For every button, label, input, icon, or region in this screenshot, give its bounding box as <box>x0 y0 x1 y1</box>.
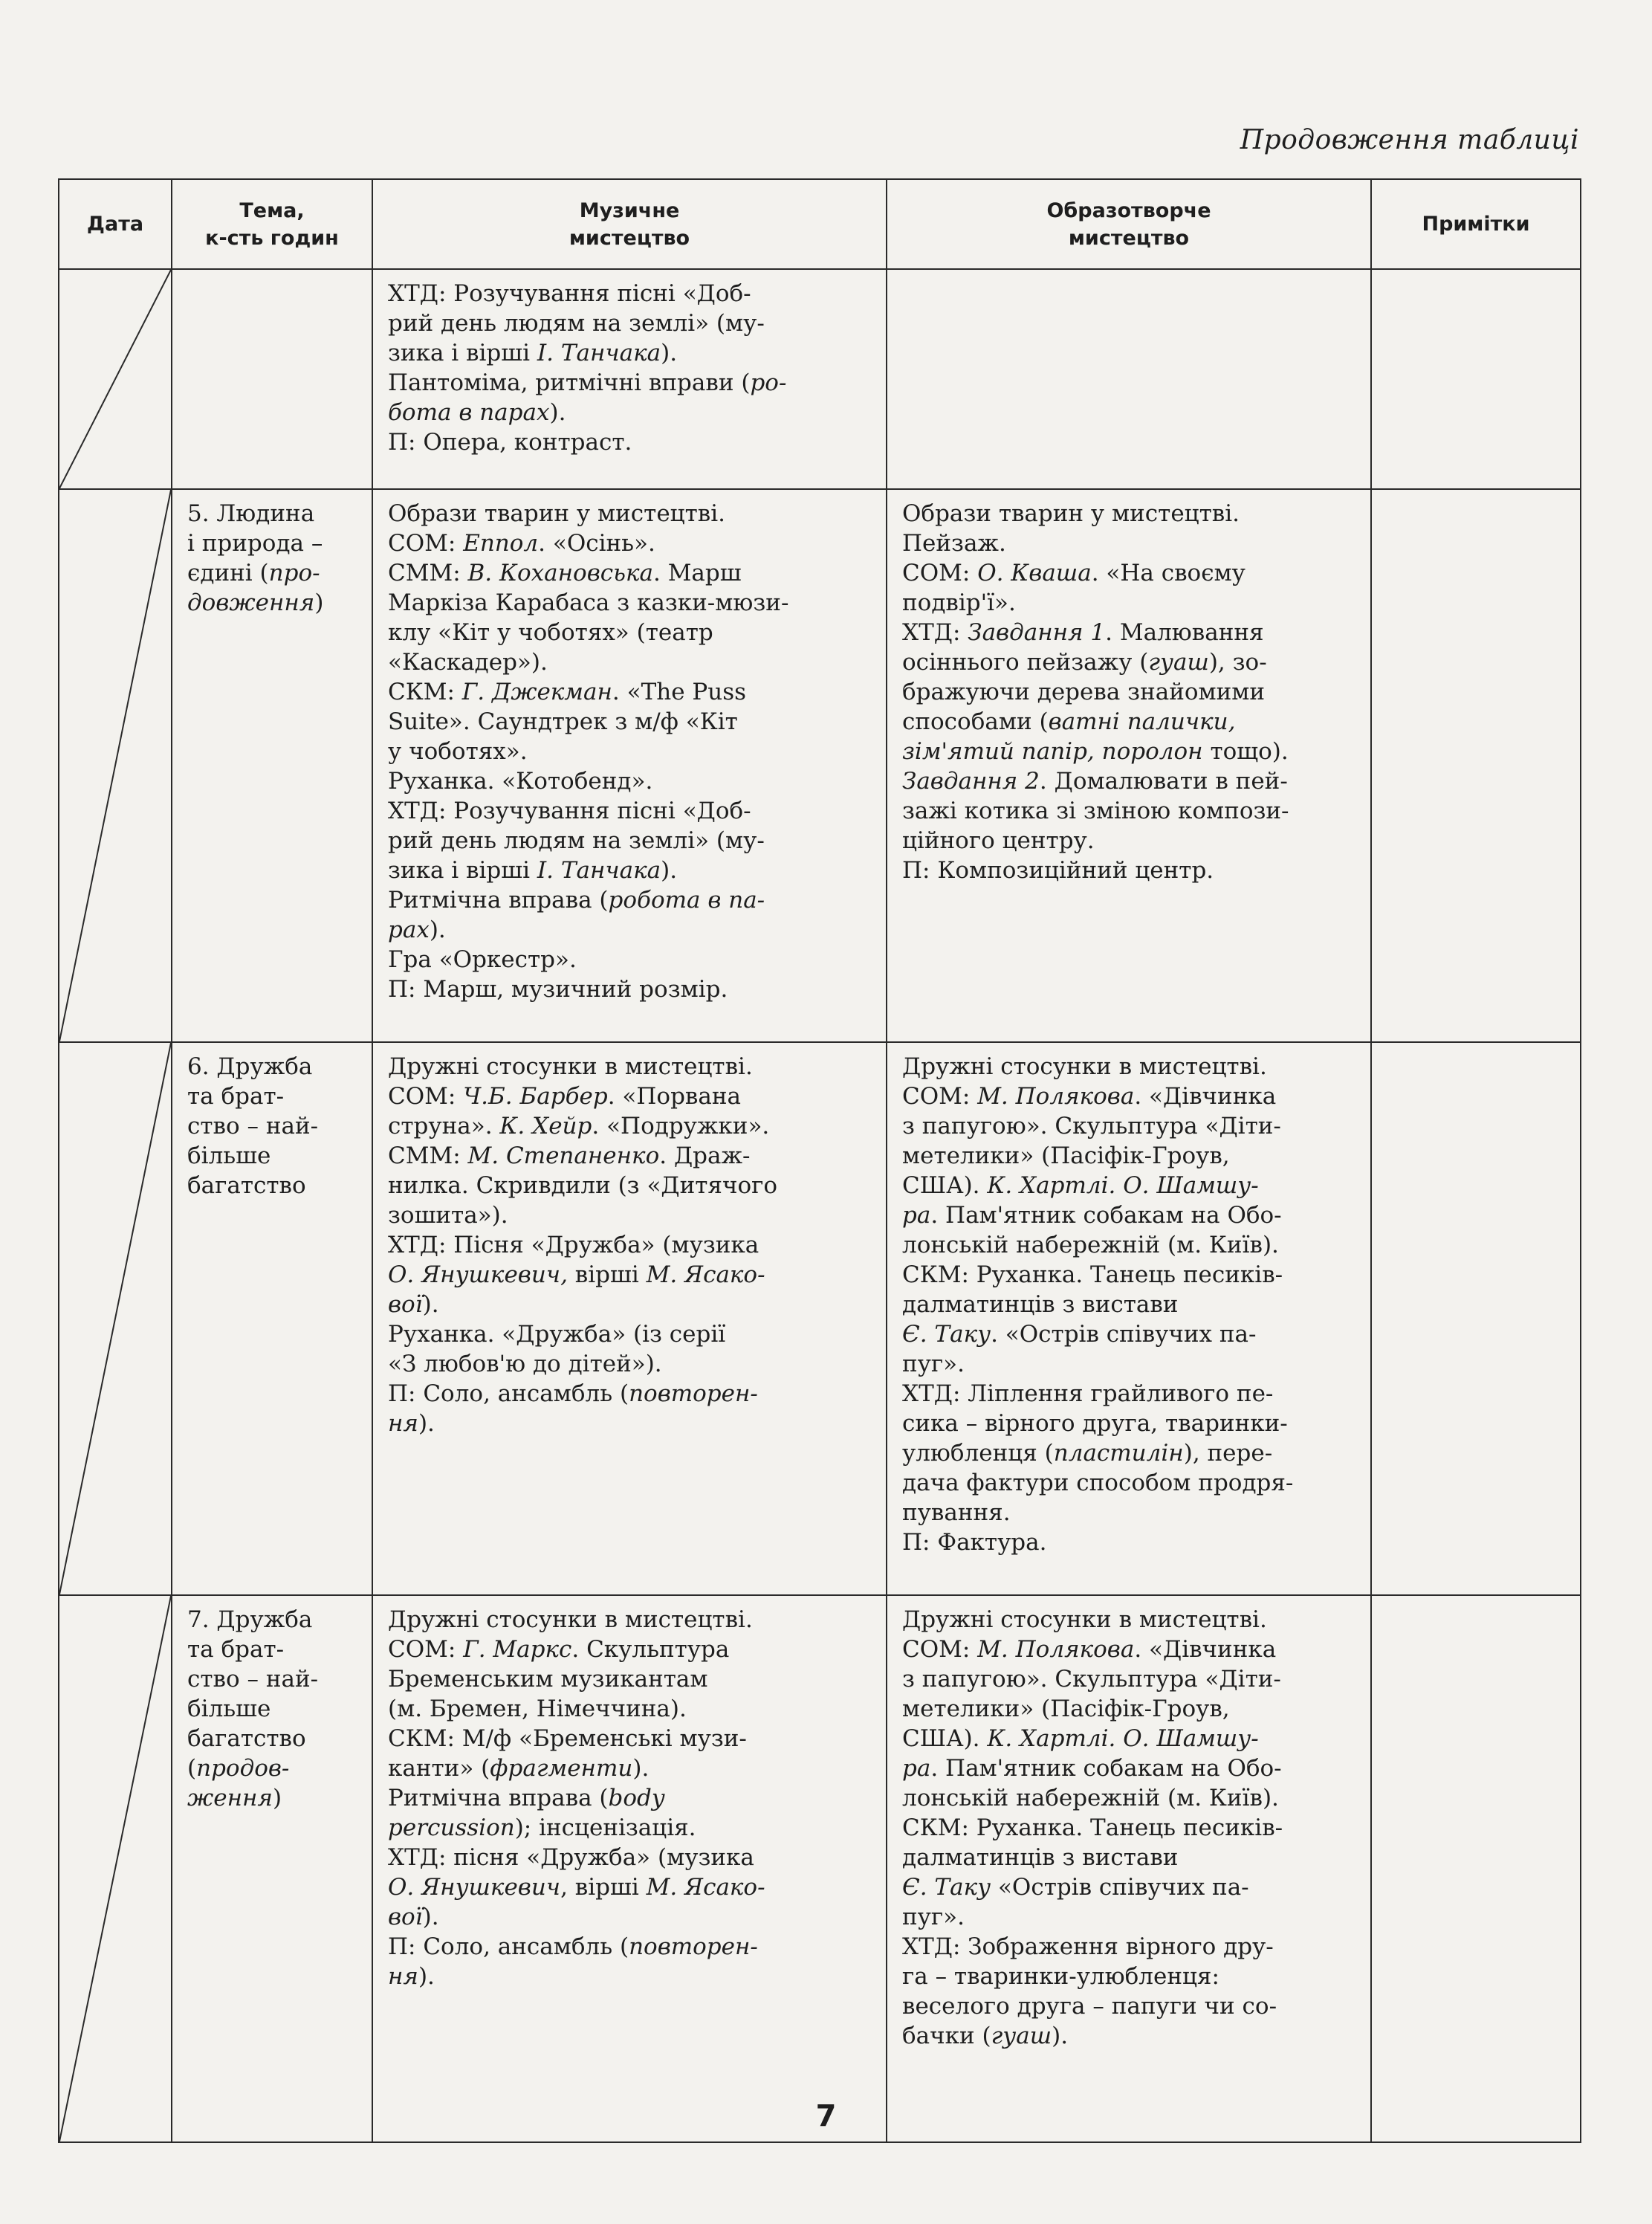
italic-text: про- <box>268 560 320 586</box>
date-diagonal-line <box>59 1043 171 1594</box>
italic-text: зім'ятий папір, поролон <box>902 738 1203 765</box>
art-line: далматинців з вистави <box>902 1291 1179 1318</box>
italic-text: Еппол <box>463 530 539 557</box>
art-line: СКМ: Руханка. Танець песиків- <box>902 1261 1283 1288</box>
music-line: «З любов'ю до дітей»). <box>388 1351 662 1377</box>
art-line: США). К. Хартлі. О. Шамшу- <box>902 1725 1259 1752</box>
topic-line: 7. Дружба <box>187 1606 313 1633</box>
music-line: рий день людям на землі» (му- <box>388 827 765 854</box>
topic-line: багатство <box>187 1725 306 1752</box>
header-notes <box>1371 179 1581 269</box>
music-line: «Каскадер»). <box>388 649 548 676</box>
art-line: СКМ: Руханка. Танець песиків- <box>902 1814 1283 1841</box>
art-line: Пейзаж. <box>902 530 1006 557</box>
art-line: далматинців з вистави <box>902 1844 1179 1871</box>
music-cell <box>372 1042 887 1595</box>
table-continuation-label: Продовження таблиці <box>1240 125 1579 155</box>
art-cell <box>887 1042 1371 1595</box>
table-row <box>59 489 1581 1042</box>
italic-text: О. Янушкевич <box>388 1874 561 1901</box>
date-diagonal-line <box>59 270 171 488</box>
art-line: зажі котика зі зміною компози- <box>902 798 1289 824</box>
art-line: дача фактури способом продря- <box>902 1470 1294 1496</box>
italic-text: ро- <box>750 369 787 396</box>
header-text: Примітки <box>1422 213 1530 236</box>
music-line: СММ: М. Степаненко. Драж- <box>388 1142 751 1169</box>
art-line: Завдання 2. Домалювати в пей- <box>902 768 1288 795</box>
italic-text: довження <box>187 589 315 616</box>
italic-text: Ч.Б. Барбер <box>463 1083 608 1110</box>
music-line: percussion); інсценізація. <box>388 1814 696 1841</box>
italic-text: робота в па- <box>608 887 765 914</box>
art-line: веселого друга – папуги чи со- <box>902 1993 1277 2020</box>
italic-text: М. Полякова <box>977 1636 1135 1663</box>
italic-text: М. Полякова <box>977 1083 1135 1110</box>
music-line: (м. Бремен, Німеччина). <box>388 1696 687 1722</box>
italic-text: гуаш <box>991 2023 1052 2049</box>
music-line: канти» (фрагменти). <box>388 1755 650 1782</box>
music-line: Маркіза Карабаса з казки-мюзи- <box>388 589 789 616</box>
notes-cell <box>1371 489 1581 1042</box>
italic-text: М. Ясако- <box>646 1261 765 1288</box>
music-line: струна». К. Хейр. «Подружки». <box>388 1113 770 1140</box>
music-line: вої). <box>388 1904 439 1930</box>
header-text: Дата <box>86 213 144 236</box>
italic-text: І. Танчака <box>537 340 661 366</box>
art-line: ХТД: Ліплення грайливого пе- <box>902 1380 1274 1407</box>
music-line: Образи тварин у мистецтві. <box>388 500 725 527</box>
header-date <box>59 179 172 269</box>
art-line: пування. <box>902 1499 1011 1526</box>
art-line: осіннього пейзажу (гуаш), зо- <box>902 649 1267 676</box>
music-line: зошита»). <box>388 1202 508 1229</box>
music-line: П: Соло, ансамбль (повторен- <box>388 1933 758 1960</box>
music-line: ХТД: Пісня «Дружба» (музика <box>388 1232 759 1258</box>
italic-text: Є. Таку <box>902 1874 991 1901</box>
date-diagonal-line <box>59 1596 171 2141</box>
art-line: сика – вірного друга, тваринки- <box>902 1410 1288 1437</box>
art-line: ХТД: Завдання 1. Малювання <box>902 619 1264 646</box>
music-line: СОМ: Ч.Б. Барбер. «Порвана <box>388 1083 742 1110</box>
art-line: Дружні стосунки в мистецтві. <box>902 1606 1267 1633</box>
italic-text: Г. Маркс <box>463 1636 572 1663</box>
italic-text: повторен- <box>629 1380 758 1407</box>
music-line: СММ: В. Кохановська. Марш <box>388 560 742 586</box>
italic-text: Г. Джекман <box>461 679 612 705</box>
italic-text: рах <box>388 917 430 943</box>
music-line: СОМ: Еппол. «Осінь». <box>388 530 655 557</box>
italic-text: М. Степаненко <box>467 1142 660 1169</box>
header-text: Тема, <box>239 198 305 222</box>
art-line: подвір'ї». <box>902 589 1016 616</box>
music-line: П: Опера, контраст. <box>388 429 632 456</box>
italic-text: Завдання 2 <box>902 768 1040 795</box>
header-text: мистецтво <box>1068 226 1190 250</box>
music-cell <box>372 1595 887 2142</box>
art-line: П: Композиційний центр. <box>902 857 1214 884</box>
italic-text: бота в парах <box>388 399 550 426</box>
table-header-row <box>59 179 1581 269</box>
art-line: П: Фактура. <box>902 1529 1047 1556</box>
italic-text: вої <box>388 1291 423 1318</box>
notes-cell <box>1371 1595 1581 2142</box>
topic-cell <box>172 489 372 1042</box>
music-line: Ритмічна вправа (body <box>388 1785 665 1811</box>
italic-text: Є. Таку <box>902 1321 991 1348</box>
music-line: О. Янушкевич, вірші М. Ясако- <box>388 1261 765 1288</box>
italic-text: ня <box>388 1410 418 1437</box>
art-line: улюбленця (пластилін), пере- <box>902 1440 1273 1467</box>
topic-line: та брат- <box>187 1083 285 1110</box>
music-line: П: Соло, ансамбль (повторен- <box>388 1380 758 1407</box>
header-art <box>887 179 1371 269</box>
music-line: ня). <box>388 1410 435 1437</box>
music-cell <box>372 489 887 1042</box>
italic-text: повторен- <box>629 1933 758 1960</box>
art-line: га – тваринки-улюбленця: <box>902 1963 1219 1990</box>
topic-line: ство – най- <box>187 1666 319 1693</box>
art-line: Дружні стосунки в мистецтві. <box>902 1053 1267 1080</box>
art-line: Є. Таку. «Острів співучих па- <box>902 1321 1257 1348</box>
art-line: США). К. Хартлі. О. Шамшу- <box>902 1172 1259 1199</box>
music-line: СОМ: Г. Маркс. Скульптура <box>388 1636 730 1663</box>
italic-text: ватні палички, <box>1048 708 1236 735</box>
italic-text: ра <box>902 1755 931 1782</box>
topic-line: (продов- <box>187 1755 290 1782</box>
music-line: Дружні стосунки в мистецтві. <box>388 1053 753 1080</box>
date-diagonal-line <box>59 490 171 1041</box>
music-line: вої). <box>388 1291 439 1318</box>
header-text: Музичне <box>579 198 680 222</box>
italic-text: гуаш <box>1148 649 1209 676</box>
art-line: лонській набережній (м. Київ). <box>902 1785 1279 1811</box>
topic-line: багатство <box>187 1172 306 1199</box>
music-line: Пантоміма, ритмічні вправи (ро- <box>388 369 787 396</box>
header-topic <box>172 179 372 269</box>
table-row <box>59 269 1581 489</box>
art-line: з папугою». Скульптура «Діти- <box>902 1113 1281 1140</box>
topic-line: довження) <box>187 589 324 616</box>
date-cell <box>59 1042 172 1595</box>
music-line: рий день людям на землі» (му- <box>388 310 765 337</box>
topic-line: ство – най- <box>187 1113 319 1140</box>
music-line: О. Янушкевич, вірші М. Ясако- <box>388 1874 765 1901</box>
italic-text: К. Хейр <box>499 1113 592 1140</box>
italic-text: М. Ясако- <box>646 1874 765 1901</box>
italic-text: К. Хартлі. О. Шамшу- <box>987 1172 1259 1199</box>
art-line: СОМ: М. Полякова. «Дівчинка <box>902 1083 1277 1110</box>
music-line: Руханка. «Дружба» (із серії <box>388 1321 726 1348</box>
italic-text: фрагменти <box>490 1755 633 1782</box>
art-line: ційного центру. <box>902 827 1095 854</box>
art-cell <box>887 1595 1371 2142</box>
italic-text: вої <box>388 1904 423 1930</box>
art-cell <box>887 489 1371 1042</box>
art-line: пуг». <box>902 1351 965 1377</box>
music-line: Гра «Оркестр». <box>388 946 577 973</box>
italic-text: пластилін <box>1053 1440 1184 1467</box>
topic-line: і природа – <box>187 530 323 557</box>
music-line: бота в парах). <box>388 399 566 426</box>
italic-text: К. Хартлі. О. Шамшу- <box>987 1725 1259 1752</box>
page-number: 7 <box>815 2099 837 2133</box>
music-cell <box>372 269 887 489</box>
art-line: СОМ: М. Полякова. «Дівчинка <box>902 1636 1277 1663</box>
music-line: у чоботях». <box>388 738 528 765</box>
art-line: Є. Таку «Острів співучих па- <box>902 1874 1249 1901</box>
topic-line: 5. Людина <box>187 500 315 527</box>
music-line: клу «Кіт у чоботях» (театр <box>388 619 713 646</box>
music-line: Руханка. «Котобенд». <box>388 768 653 795</box>
art-line: ра. Пам'ятник собакам на Обо- <box>902 1202 1282 1229</box>
notes-cell <box>1371 1042 1581 1595</box>
italic-text: ня <box>388 1963 418 1990</box>
art-cell <box>887 269 1371 489</box>
topic-line: ження) <box>187 1785 282 1811</box>
topic-cell <box>172 1595 372 2142</box>
date-cell <box>59 269 172 489</box>
art-line: лонській набережній (м. Київ). <box>902 1232 1279 1258</box>
art-line: ХТД: Зображення вірного дру- <box>902 1933 1274 1960</box>
art-line: з папугою». Скульптура «Діти- <box>902 1666 1281 1693</box>
table-row <box>59 1042 1581 1595</box>
art-line: бачки (гуаш). <box>902 2023 1069 2049</box>
topic-line: 6. Дружба <box>187 1053 313 1080</box>
lesson-plan-table <box>58 178 1581 2143</box>
italic-text: percussion <box>388 1814 515 1841</box>
topic-cell <box>172 269 372 489</box>
music-line: ХТД: Розучування пісні «Доб- <box>388 798 751 824</box>
italic-text: О. Кваша <box>977 560 1092 586</box>
header-text: к-сть годин <box>205 226 339 250</box>
art-line: пуг». <box>902 1904 965 1930</box>
italic-text: ження <box>187 1785 273 1811</box>
italic-text: Завдання 1 <box>968 619 1106 646</box>
topic-cell <box>172 1042 372 1595</box>
topic-line: та брат- <box>187 1636 285 1663</box>
art-line: способами (ватні палички, <box>902 708 1236 735</box>
topic-line: більше <box>187 1696 271 1722</box>
music-line: ХТД: пісня «Дружба» (музика <box>388 1844 754 1871</box>
date-cell <box>59 489 172 1042</box>
italic-text: О. Янушкевич, <box>388 1261 568 1288</box>
header-music <box>372 179 887 269</box>
header-text: мистецтво <box>569 226 690 250</box>
music-line: нилка. Скривдили (з «Дитячого <box>388 1172 778 1199</box>
music-line: СКМ: Г. Джекман. «The Puss <box>388 679 747 705</box>
music-line: СКМ: М/ф «Бременські музи- <box>388 1725 747 1752</box>
art-line: метелики» (Пасіфік-Гроув, <box>902 1696 1230 1722</box>
music-line: ня). <box>388 1963 435 1990</box>
music-line: зика і вірші І. Танчака). <box>388 857 678 884</box>
italic-text: body <box>608 1785 665 1811</box>
italic-text: ра <box>902 1202 931 1229</box>
music-line: Ритмічна вправа (робота в па- <box>388 887 765 914</box>
italic-text: продов- <box>196 1755 290 1782</box>
header-text: Образотворче <box>1046 198 1211 222</box>
italic-text: І. Танчака <box>537 857 661 884</box>
art-line: СОМ: О. Кваша. «На своєму <box>902 560 1246 586</box>
topic-line: єдині (про- <box>187 560 320 586</box>
topic-line: більше <box>187 1142 271 1169</box>
art-line: зім'ятий папір, поролон тощо). <box>902 738 1289 765</box>
art-line: бражуючи дерева знайомими <box>902 679 1266 705</box>
table-row <box>59 1595 1581 2142</box>
art-line: ра. Пам'ятник собакам на Обо- <box>902 1755 1282 1782</box>
music-line: рах). <box>388 917 446 943</box>
art-line: Образи тварин у мистецтві. <box>902 500 1240 527</box>
music-line: П: Марш, музичний розмір. <box>388 976 728 1003</box>
notes-cell <box>1371 269 1581 489</box>
date-cell <box>59 1595 172 2142</box>
italic-text: В. Кохановська <box>467 560 653 586</box>
music-line: зика і вірші І. Танчака). <box>388 340 678 366</box>
art-line: метелики» (Пасіфік-Гроув, <box>902 1142 1230 1169</box>
music-line: ХТД: Розучування пісні «Доб- <box>388 280 751 307</box>
music-line: Дружні стосунки в мистецтві. <box>388 1606 753 1633</box>
music-line: Suite». Саундтрек з м/ф «Кіт <box>388 708 738 735</box>
music-line: Бременським музикантам <box>388 1666 708 1693</box>
